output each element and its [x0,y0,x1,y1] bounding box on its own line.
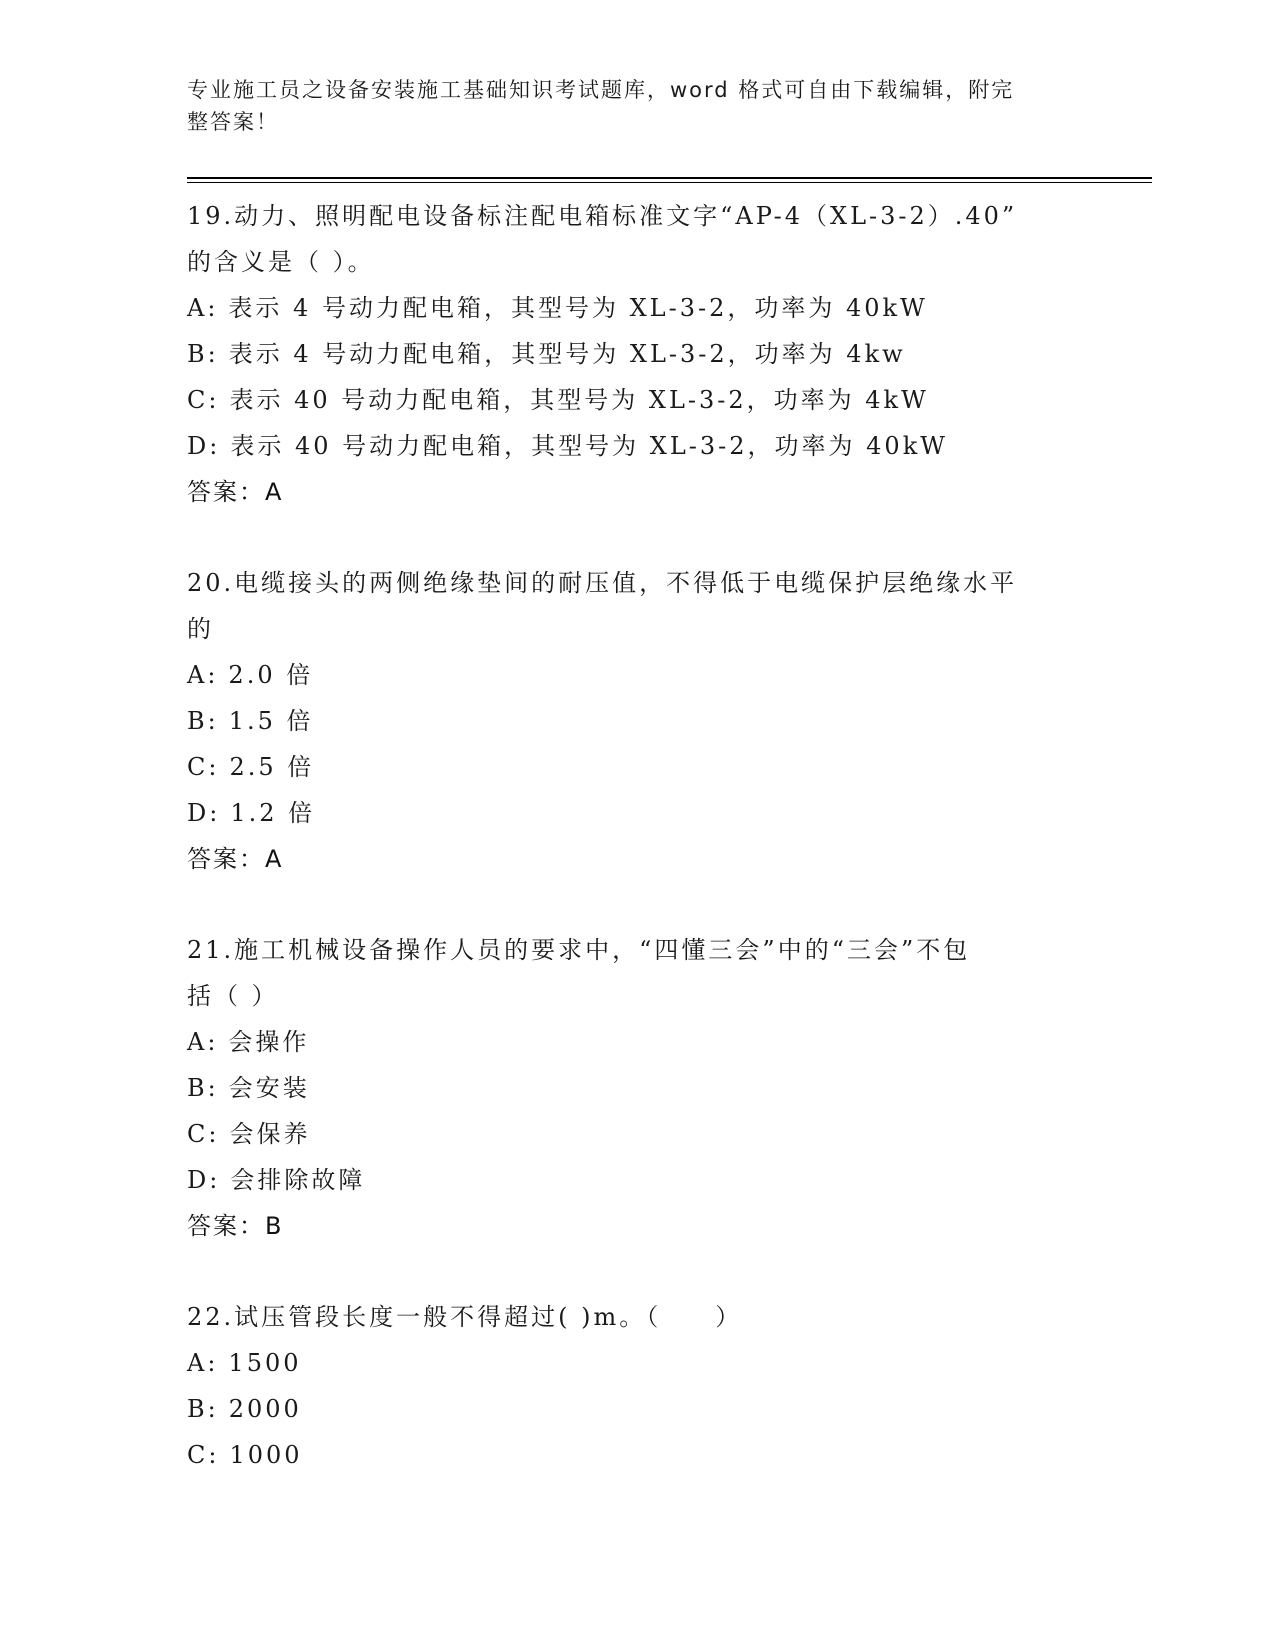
option-text: 2000 [228,1395,302,1423]
option-d [187,423,1087,469]
option-text: 表示 4 号动力配电箱，其型号为 XL-3-2，功率为 40kW [228,294,928,322]
option-text: 1000 [229,1441,303,1469]
header-rule-thick [187,177,1152,179]
option-b [187,331,1087,377]
option-c [187,744,1087,790]
question-stem-line-2: 括（ ） [187,982,279,1010]
question-21 [187,927,1087,1249]
option-text: 表示 40 号动力配电箱，其型号为 XL-3-2，功率为 40kW [230,432,948,460]
option-letter: D: [187,1166,221,1194]
option-letter: C: [187,386,220,414]
option-text: 1500 [228,1349,302,1377]
question-22 [187,1294,1087,1478]
option-letter: B: [187,1395,219,1423]
option-text: 会安装 [228,1074,310,1102]
option-text: 表示 40 号动力配电箱，其型号为 XL-3-2，功率为 4kW [229,386,929,414]
question-stem-line-1: 19.动力、照明配电设备标注配电箱标准文字“AP-4（XL-3-2）.40” [187,202,1018,230]
option-letter: A: [187,661,219,689]
option-letter: A: [187,1349,219,1377]
answer-line: 答案：A [187,845,284,873]
option-b [187,1386,1087,1432]
question-stem-line-1: 21.施工机械设备操作人员的要求中，“四懂三会”中的“三会”不包 [187,936,971,964]
option-letter: D: [187,799,221,827]
option-c [187,1432,1087,1478]
option-text: 会操作 [228,1028,310,1056]
document-header [187,74,1067,138]
option-letter: C: [187,1441,220,1469]
question-19 [187,193,1087,515]
option-letter: B: [187,707,219,735]
option-text: 2.0 倍 [228,661,314,689]
option-letter: C: [187,1120,220,1148]
option-d [187,1157,1087,1203]
option-text: 表示 4 号动力配电箱，其型号为 XL-3-2，功率为 4kw [228,340,906,368]
option-letter: D: [187,432,221,460]
option-letter: A: [187,294,219,322]
question-list [187,193,1087,1523]
option-a [187,285,1087,331]
question-stem-line-1: 22.试压管段长度一般不得超过( )m。（ ） [187,1303,743,1331]
option-text: 会保养 [229,1120,311,1148]
header-line-1: 专业施工员之设备安装施工基础知识考试题库，word 格式可自由下载编辑，附完 [187,78,1015,102]
option-b [187,1065,1087,1111]
option-c [187,1111,1087,1157]
option-letter: B: [187,1074,219,1102]
option-d [187,790,1087,836]
option-text: 1.2 倍 [230,799,316,827]
question-stem-line-2: 的 [187,615,214,643]
option-c [187,377,1087,423]
header-line-2: 整答案！ [187,110,279,134]
option-letter: A: [187,1028,219,1056]
option-text: 2.5 倍 [229,753,315,781]
option-a [187,1019,1087,1065]
header-rule-thin [187,182,1152,183]
option-a [187,1340,1087,1386]
question-stem-line-1: 20.电缆接头的两侧绝缘垫间的耐压值，不得低于电缆保护层绝缘水平 [187,569,1018,597]
question-stem-line-2: 的含义是（ ）。 [187,248,375,276]
option-b [187,698,1087,744]
option-text: 会排除故障 [230,1166,366,1194]
option-letter: C: [187,753,220,781]
option-text: 1.5 倍 [228,707,314,735]
question-20 [187,560,1087,882]
option-letter: B: [187,340,219,368]
answer-line: 答案：A [187,478,284,506]
answer-line: 答案：B [187,1212,284,1240]
option-a [187,652,1087,698]
